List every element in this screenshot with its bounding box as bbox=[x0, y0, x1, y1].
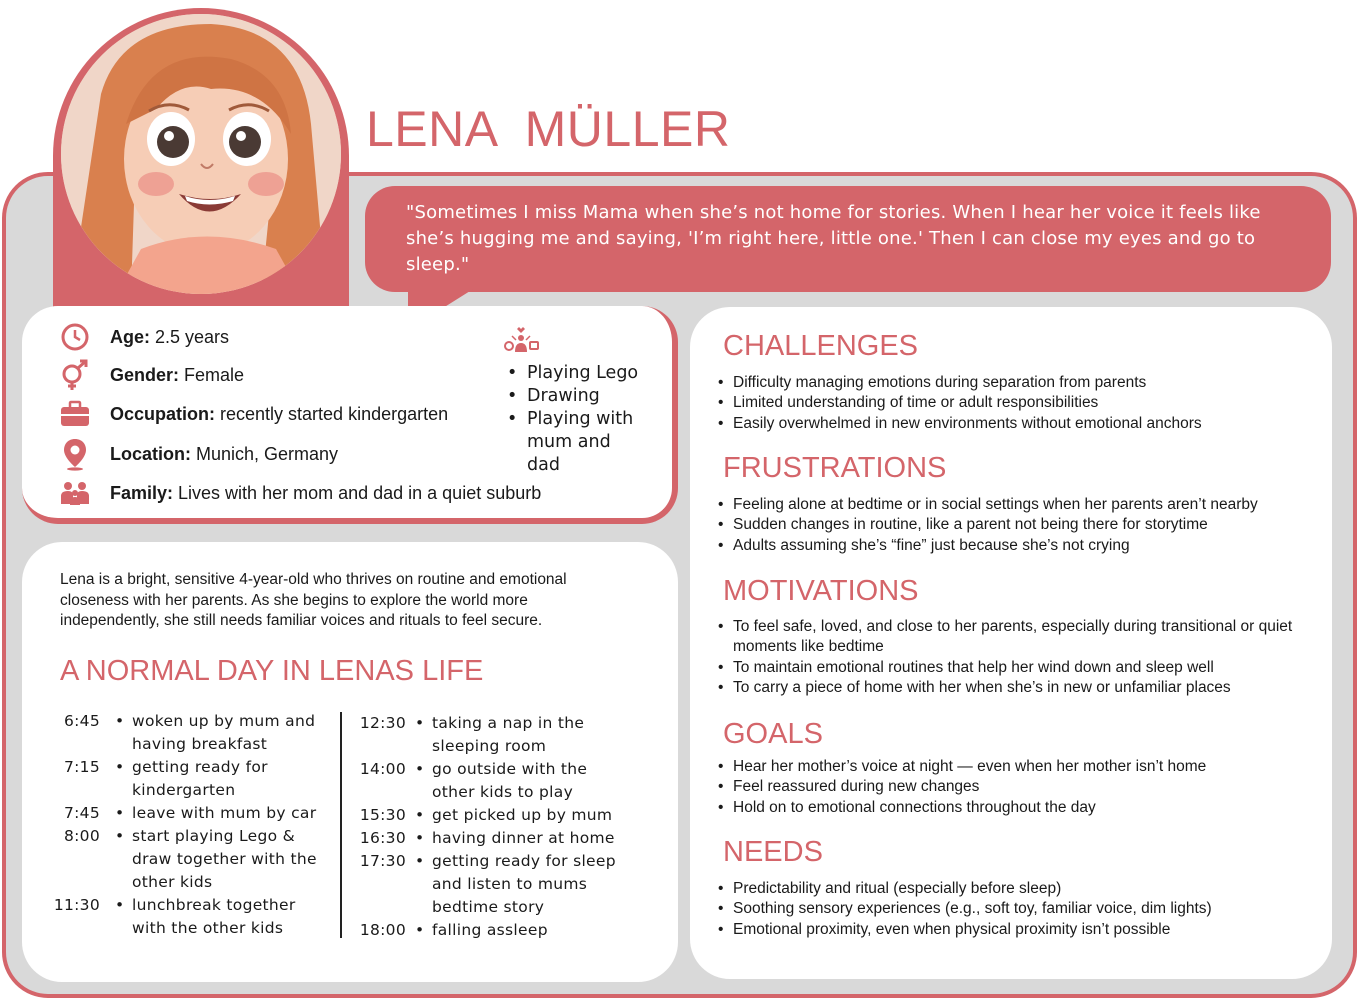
bullet: • bbox=[415, 829, 425, 847]
schedule-time: 17:30 bbox=[359, 852, 406, 870]
schedule-text: get picked up by mum bbox=[432, 806, 613, 824]
schedule-text: go outside with the other kids to play bbox=[432, 760, 588, 801]
schedule-row bbox=[52, 894, 332, 940]
schedule-row bbox=[52, 825, 332, 894]
gender-row bbox=[58, 358, 244, 392]
list-item: • To carry a piece of home with her when she’s in new or unfamiliar places bbox=[716, 678, 1306, 698]
list-item: • Predictability and ritual (especially before sleep) bbox=[716, 879, 1316, 899]
list-item: • Feel reassured during new changes bbox=[716, 777, 1316, 797]
location-pin-icon bbox=[58, 437, 92, 471]
location-row bbox=[58, 437, 338, 471]
motivations-title: MOTIVATIONS bbox=[723, 575, 919, 607]
age-value: 2.5 years bbox=[155, 326, 230, 347]
goals-title: GOALS bbox=[723, 718, 823, 750]
schedule-time: 7:45 bbox=[63, 804, 100, 822]
schedule-text: getting ready for sleep and listen to mums bedtime story bbox=[432, 852, 616, 916]
schedule-row bbox=[52, 802, 332, 825]
frustrations-list bbox=[716, 495, 1316, 556]
bullet: • bbox=[415, 714, 425, 732]
schedule-time: 11:30 bbox=[53, 896, 100, 914]
schedule-time: 7:15 bbox=[63, 758, 100, 776]
schedule-text: start playing Lego & draw together with the other kids bbox=[132, 827, 317, 891]
persona-name: LENA MÜLLER bbox=[366, 101, 731, 157]
schedule-time: 6:45 bbox=[63, 712, 100, 730]
family-label: Family: bbox=[110, 482, 174, 503]
schedule-row bbox=[352, 850, 632, 919]
persona-quote: "Sometimes I miss Mama when she’s not home for stories. When I hear her voice it feels like she’s hugging me and saying, 'I’m right here, little one.' Then I can close my eyes and go to sleep." bbox=[406, 202, 1261, 275]
list-item: • Hold on to emotional connections throughout the day bbox=[716, 798, 1316, 818]
list-item: • To maintain emotional routines that help her wind down and sleep well bbox=[716, 658, 1306, 678]
schedule-text: leave with mum by car bbox=[132, 804, 317, 822]
schedule-row bbox=[352, 804, 632, 827]
list-item: • Sudden changes in routine, like a parent not being there for storytime bbox=[716, 515, 1316, 535]
schedule-row bbox=[352, 827, 632, 850]
challenges-list bbox=[716, 373, 1316, 434]
clock-icon bbox=[58, 320, 92, 354]
list-item: • Hear her mother’s voice at night — even when her mother isn’t home bbox=[716, 757, 1316, 777]
family-row bbox=[58, 476, 541, 510]
occupation-value: recently started kindergarten bbox=[220, 403, 449, 424]
family-value: Lives with her mom and dad in a quiet suburb bbox=[178, 482, 542, 503]
age-row bbox=[58, 320, 229, 354]
schedule-row bbox=[352, 712, 632, 758]
list-item: • Difficulty managing emotions during separation from parents bbox=[716, 373, 1316, 393]
bullet: • bbox=[415, 921, 425, 939]
schedule-text: falling assleep bbox=[432, 921, 548, 939]
bullet: • bbox=[415, 806, 425, 824]
list-item: • Feeling alone at bedtime or in social settings when her parents aren’t nearby bbox=[716, 495, 1316, 515]
schedule-time: 15:30 bbox=[359, 806, 406, 824]
schedule-right bbox=[352, 712, 632, 942]
gender-value: Female bbox=[184, 364, 245, 385]
schedule-row bbox=[52, 756, 332, 802]
bullet: • bbox=[415, 852, 425, 870]
intro-text: Lena is a bright, sensitive 4-year-old who thrives on routine and emotional closeness with her parents. As she begins to explore the world more independently, she still needs familiar voices and rituals to feel secure. bbox=[60, 571, 567, 629]
schedule-row bbox=[352, 919, 632, 942]
list-item: • Adults assuming she’s “fine” just because she’s not crying bbox=[716, 536, 1316, 556]
occupation-label: Occupation: bbox=[110, 403, 216, 424]
location-value: Munich, Germany bbox=[196, 443, 339, 464]
challenges-title: CHALLENGES bbox=[723, 330, 919, 362]
bullet: • bbox=[115, 758, 125, 776]
gender-icon bbox=[58, 358, 92, 392]
bullet: • bbox=[115, 712, 125, 730]
list-item: • Soothing sensory experiences (e.g., soft toy, familiar voice, dim lights) bbox=[716, 899, 1316, 919]
schedule-time: 12:30 bbox=[359, 714, 406, 732]
needs-list bbox=[716, 879, 1316, 940]
day-title: A NORMAL DAY IN LENAS LIFE bbox=[60, 655, 484, 687]
bullet: • bbox=[115, 896, 125, 914]
bullet: • bbox=[415, 760, 425, 778]
list-item: • To feel safe, loved, and close to her parents, especially during transitional or quiet moments like bedtime bbox=[716, 617, 1306, 658]
hobbies-icon bbox=[503, 326, 539, 359]
list-item: • Playing Lego bbox=[507, 362, 647, 385]
schedule-text: getting ready for kindergarten bbox=[132, 758, 268, 799]
bullet: • bbox=[115, 827, 125, 845]
schedule-text: taking a nap in the sleeping room bbox=[432, 714, 585, 755]
location-label: Location: bbox=[110, 443, 191, 464]
occupation-row bbox=[58, 397, 448, 431]
avatar-illustration bbox=[61, 14, 341, 294]
frustrations-title: FRUSTRATIONS bbox=[723, 452, 947, 484]
goals-list bbox=[716, 757, 1316, 818]
motivations-list bbox=[716, 617, 1306, 698]
bullet: • bbox=[115, 804, 125, 822]
hobbies-list bbox=[507, 362, 647, 477]
schedule-time: 14:00 bbox=[359, 760, 406, 778]
schedule-time: 18:00 bbox=[359, 921, 406, 939]
schedule-time: 8:00 bbox=[63, 827, 100, 845]
schedule-left bbox=[52, 710, 332, 940]
schedule-row bbox=[352, 758, 632, 804]
schedule-divider bbox=[340, 712, 342, 938]
list-item: • Limited understanding of time or adult responsibilities bbox=[716, 393, 1316, 413]
schedule-time: 16:30 bbox=[359, 829, 406, 847]
briefcase-icon bbox=[58, 397, 92, 431]
avatar bbox=[61, 14, 341, 294]
gender-label: Gender: bbox=[110, 364, 180, 385]
family-icon bbox=[58, 476, 92, 510]
list-item: • Emotional proximity, even when physical proximity isn’t possible bbox=[716, 920, 1316, 940]
list-item: • Drawing bbox=[507, 385, 647, 408]
schedule-text: woken up by mum and having breakfast bbox=[132, 712, 316, 753]
schedule-row bbox=[52, 710, 332, 756]
list-item: • Easily overwhelmed in new environments without emotional anchors bbox=[716, 414, 1316, 434]
schedule-text: having dinner at home bbox=[432, 829, 615, 847]
schedule-text: lunchbreak together with the other kids bbox=[132, 896, 296, 937]
age-label: Age: bbox=[110, 326, 150, 347]
needs-title: NEEDS bbox=[723, 836, 823, 868]
list-item: • Playing with mum and dad bbox=[507, 408, 647, 477]
